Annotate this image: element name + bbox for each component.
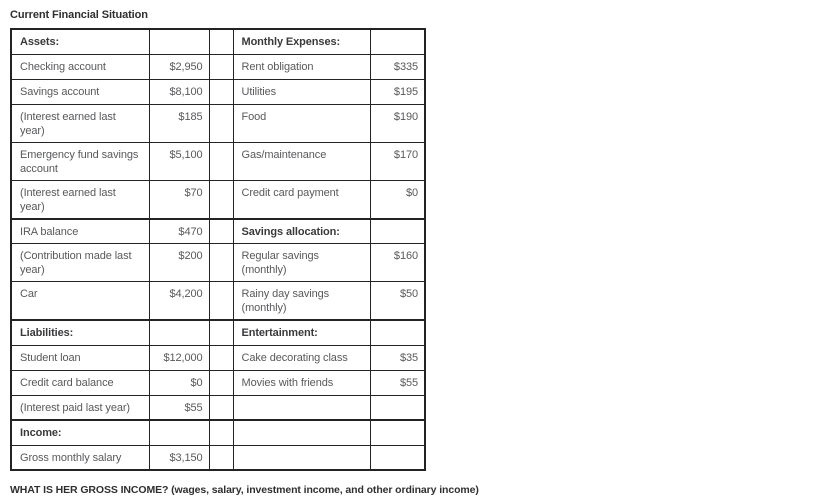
left-label-cell: (Interest earned last year)	[11, 180, 149, 219]
right-value-cell: $190	[370, 104, 425, 142]
gap-cell	[209, 320, 233, 345]
right-label-cell	[233, 395, 370, 420]
left-label-cell: Emergency fund savings account	[11, 142, 149, 180]
gap-cell	[209, 395, 233, 420]
table-row	[11, 445, 425, 470]
left-label-cell: (Interest earned last year)	[11, 104, 149, 142]
question-note: (wages, salary, investment income, and other ordinary income)	[171, 484, 479, 496]
left-label-cell: Car	[11, 282, 149, 321]
table-row	[11, 420, 425, 445]
table-row	[11, 244, 425, 282]
left-value-cell	[149, 420, 209, 445]
gap-cell	[209, 282, 233, 321]
right-value-cell	[370, 395, 425, 420]
left-label-cell: Assets:	[11, 29, 149, 54]
left-label-cell: Checking account	[11, 54, 149, 79]
table-row	[11, 180, 425, 219]
left-label-cell: Student loan	[11, 345, 149, 370]
right-value-cell: $160	[370, 244, 425, 282]
gap-cell	[209, 445, 233, 470]
gap-cell	[209, 54, 233, 79]
right-label-cell: Food	[233, 104, 370, 142]
table-row	[11, 104, 425, 142]
right-label-cell: Gas/maintenance	[233, 142, 370, 180]
left-value-cell: $55	[149, 395, 209, 420]
right-value-cell: $50	[370, 282, 425, 321]
left-value-cell: $200	[149, 244, 209, 282]
right-label-cell: Regular savings (monthly)	[233, 244, 370, 282]
left-value-cell: $0	[149, 370, 209, 395]
gross-income-question	[10, 483, 809, 497]
right-label-cell: Cake decorating class	[233, 345, 370, 370]
left-value-cell	[149, 320, 209, 345]
table-row	[11, 370, 425, 395]
table-row	[11, 282, 425, 321]
table-row	[11, 345, 425, 370]
gap-cell	[209, 219, 233, 244]
right-value-cell: $335	[370, 54, 425, 79]
gap-cell	[209, 104, 233, 142]
left-label-cell: Savings account	[11, 79, 149, 104]
gap-cell	[209, 420, 233, 445]
gap-cell	[209, 79, 233, 104]
right-label-cell: Monthly Expenses:	[233, 29, 370, 54]
left-value-cell	[149, 29, 209, 54]
left-value-cell: $2,950	[149, 54, 209, 79]
left-label-cell: Gross monthly salary	[11, 445, 149, 470]
left-value-cell: $470	[149, 219, 209, 244]
right-value-cell	[370, 219, 425, 244]
left-label-cell: (Contribution made last year)	[11, 244, 149, 282]
table-row	[11, 395, 425, 420]
right-value-cell	[370, 29, 425, 54]
gap-cell	[209, 345, 233, 370]
right-label-cell: Savings allocation:	[233, 219, 370, 244]
table-row	[11, 79, 425, 104]
table-row	[11, 320, 425, 345]
right-label-cell: Movies with friends	[233, 370, 370, 395]
left-label-cell: IRA balance	[11, 219, 149, 244]
right-label-cell: Credit card payment	[233, 180, 370, 219]
gap-cell	[209, 29, 233, 54]
left-value-cell: $70	[149, 180, 209, 219]
financial-situation-table	[10, 28, 426, 471]
right-value-cell: $170	[370, 142, 425, 180]
right-value-cell: $195	[370, 79, 425, 104]
financial-table-body	[11, 29, 425, 470]
right-value-cell: $0	[370, 180, 425, 219]
gap-cell	[209, 244, 233, 282]
left-value-cell: $5,100	[149, 142, 209, 180]
right-label-cell: Utilities	[233, 79, 370, 104]
left-label-cell: Credit card balance	[11, 370, 149, 395]
left-label-cell: (Interest paid last year)	[11, 395, 149, 420]
right-label-cell	[233, 420, 370, 445]
left-label-cell: Income:	[11, 420, 149, 445]
right-value-cell: $55	[370, 370, 425, 395]
question-text: WHAT IS HER GROSS INCOME?	[10, 484, 169, 496]
gap-cell	[209, 180, 233, 219]
right-label-cell: Rainy day savings (monthly)	[233, 282, 370, 321]
right-value-cell	[370, 320, 425, 345]
gap-cell	[209, 370, 233, 395]
right-value-cell	[370, 445, 425, 470]
gap-cell	[209, 142, 233, 180]
table-row	[11, 142, 425, 180]
right-label-cell: Entertainment:	[233, 320, 370, 345]
left-label-cell: Liabilities:	[11, 320, 149, 345]
left-value-cell: $8,100	[149, 79, 209, 104]
table-row	[11, 29, 425, 54]
left-value-cell: $185	[149, 104, 209, 142]
left-value-cell: $3,150	[149, 445, 209, 470]
right-value-cell	[370, 420, 425, 445]
page-title: Current Financial Situation	[10, 9, 148, 21]
table-row	[11, 54, 425, 79]
right-label-cell: Rent obligation	[233, 54, 370, 79]
left-value-cell: $4,200	[149, 282, 209, 321]
left-value-cell: $12,000	[149, 345, 209, 370]
table-row	[11, 219, 425, 244]
right-value-cell: $35	[370, 345, 425, 370]
right-label-cell	[233, 445, 370, 470]
